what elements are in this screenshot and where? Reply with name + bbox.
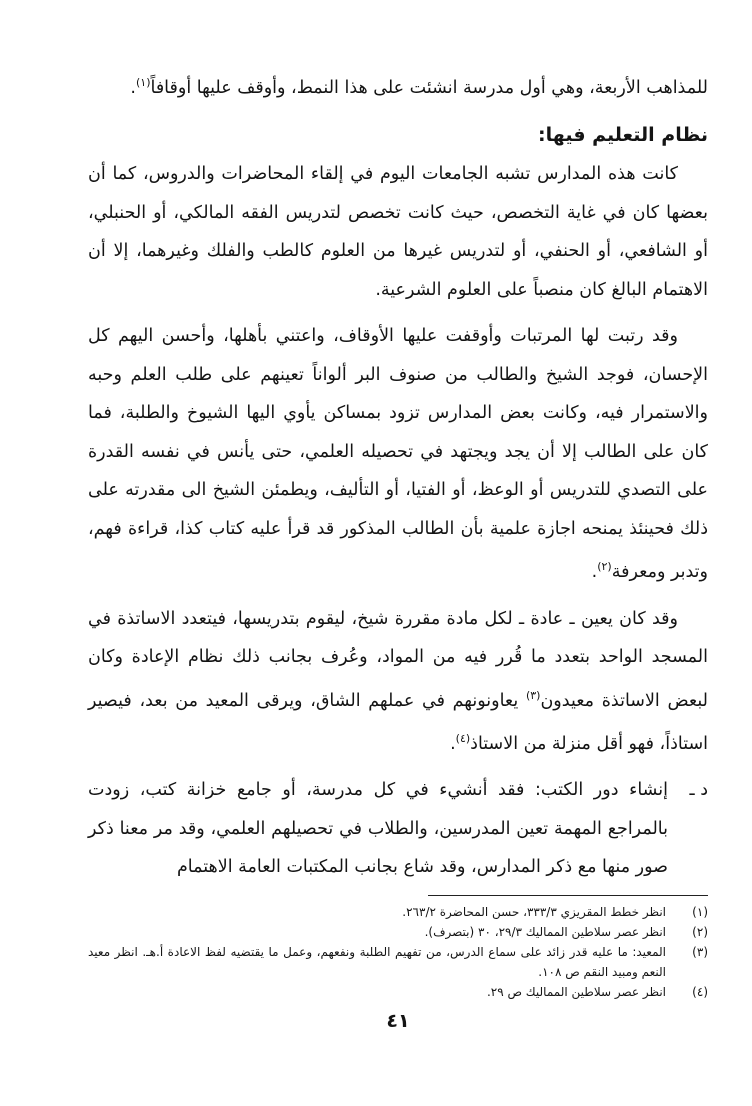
paragraph-2: وقد رتبت لها المرتبات وأوقفت عليها الأوقاف، واعتني بأهلها، وأحسن اليهم كل الإحسان، فوجد الشيخ والطالب من صنوف البر ألواناً تعينهم على طلب العلم وحبه والاستمرار فيه، وكانت بعض المدارس تزود بمساكن يأوي اليها الشيوخ والطلبة، فما كان على الطالب إلا أن يجد ويجتهد في تحصيله العلمي، حتى يأنس في نفسه القدرة على التصدي للتدريس أو الوعظ، أو الفتيا، أو التأليف، ويطمئن الشيخ الى مقدرته على ذلك فحينئذ يمنحه اجازة علمية بأن الطالب المذكور قد قرأ عليه كتاب كذا، قراءة فهم، وتدبر ومعرفة$^{(٢)}$. [88, 326, 708, 583]
footnote-number: (٣) [692, 944, 708, 959]
paragraph-3-text-a: وقد كان يعين ـ عادة ـ لكل مادة مقررة شيخ، ليقوم بتدريسها، فيتعدد الاساتذة في المسجد الواحد بتعدد ما قُرر فيه من المواد، وعُرف بجانب ذلك نظام الإعادة وكان لبعض الاساتذة معيدون [88, 608, 708, 711]
intro-text: للمذاهب الأربعة، وهي أول مدرسة انشئت على هذا النمط، وأوقف عليها أوقافاً [150, 77, 708, 98]
paragraph-3: وقد كان يعين ـ عادة ـ لكل مادة مقررة شيخ، ليقوم بتدريسها، فيتعدد الاساتذة في المسجد الواحد بتعدد ما قُرر فيه من المواد، وعُرف بجانب ذلك نظام الإعادة وكان لبعض الاساتذة معيدون$^{(٣)}$ يعاونونهم في عملهم الشاق، ويرقى المعيد من بعد، فيصير استاذاً، فهو أقل منزلة من الاستاذ$^{(٤)}$. [88, 608, 708, 754]
footnote-ref-3: (٣) [525, 688, 541, 702]
section-heading: نظام التعليم فيها: [538, 124, 708, 147]
footnote-text: انظر عصر سلاطين المماليك ٢٩/٣، ٣٠ (بتصرف). [424, 924, 666, 939]
paragraph-3-text-b: يعاونونهم في عملهم الشاق، ويرقى المعيد من بعد، فيصير استاذاً، فهو أقل منزلة من الاستاذ [88, 690, 708, 754]
footnote-ref-4: (٤) [455, 731, 471, 745]
paragraph-gap [88, 592, 708, 600]
footnote-text: انظر خطط المقريزي ٣٣٣/٣، حسن المحاضرة ٢٦٣/٢. [402, 904, 666, 919]
footnote-text: المعيد: ما عليه قدر زائد على سماع الدرس، من تفهيم الطلبة ونفعهم، وعمل ما يقتضيه لفظ الاعادة أ.هـ. انظر معيد النعم ومبيد النقم ص ١٠٨. [88, 944, 666, 979]
footnote-text: انظر عصر سلاطين المماليك ص ٢٩. [486, 984, 666, 999]
footnote-item [88, 922, 708, 942]
footnote-divider [428, 895, 708, 896]
footnote-ref-1: (١) [135, 76, 151, 89]
paragraph-1: كانت هذه المدارس تشبه الجامعات اليوم في إلقاء المحاضرات والدروس، كما أن بعضها كان في غاية التخصص، حيث كانت تخصص لتدريس الفقه المالكي، أو الحنبلي، أو الشافعي، أو الحنفي، أو لتدريس غيرها من العلوم كالطب والفلك وغيرهما، إلا أن الاهتمام البالغ كان منصباً على العلوم الشرعية. [88, 164, 708, 300]
paragraph-gap [88, 309, 708, 317]
footnote-item [88, 942, 708, 982]
footnote-item [88, 902, 708, 922]
bullet-marker: د ـ [689, 780, 708, 801]
bullet-item [88, 771, 708, 887]
footnote-item [88, 982, 708, 1002]
intro-paragraph: للمذاهب الأربعة، وهي أول مدرسة انشئت على هذا النمط، وأوقف عليها أوقافاً$^{(١)}$. [130, 76, 708, 98]
footnote-number: (١) [692, 904, 708, 919]
paragraph-gap [88, 763, 708, 771]
footnote-number: (٤) [692, 984, 708, 999]
document-page [88, 64, 708, 1054]
footnote-number: (٢) [692, 924, 708, 939]
footnote-ref-2: (٢) [597, 560, 612, 574]
footnotes [88, 902, 708, 1002]
paragraph-2-text: وقد رتبت لها المرتبات وأوقفت عليها الأوقاف، واعتني بأهلها، وأحسن اليهم كل الإحسان، فوجد الشيخ والطالب من صنوف البر ألواناً تعينهم على طلب العلم وحبه والاستمرار فيه، وكانت بعض المدارس تزود بمساكن يأوي اليها الشيوخ والطلبة، فما كان على الطالب إلا أن يجد ويجتهد في تحصيله العلمي، حتى يأنس في نفسه القدرة على التصدي للتدريس أو الوعظ، أو الفتيا، أو التأليف، ويطمئن الشيخ الى مقدرته على ذلك فحينئذ يمنحه اجازة علمية بأن الطالب المذكور قد قرأ عليه كتاب كذا، قراءة فهم، وتدبر ومعرفة [88, 326, 708, 583]
page-number: ٤١ [386, 1010, 410, 1032]
bullet-text: إنشاء دور الكتب: فقد أنشيء في كل مدرسة، أو جامع خزانة كتب، زودت بالمراجع المهمة تعين المدرسين، والطلاب في تحصيلهم العلمي، وقد مر معنا ذكر صور منها مع ذكر المدارس، وقد شاع بجانب المكتبات العامة الاهتمام [88, 780, 668, 878]
